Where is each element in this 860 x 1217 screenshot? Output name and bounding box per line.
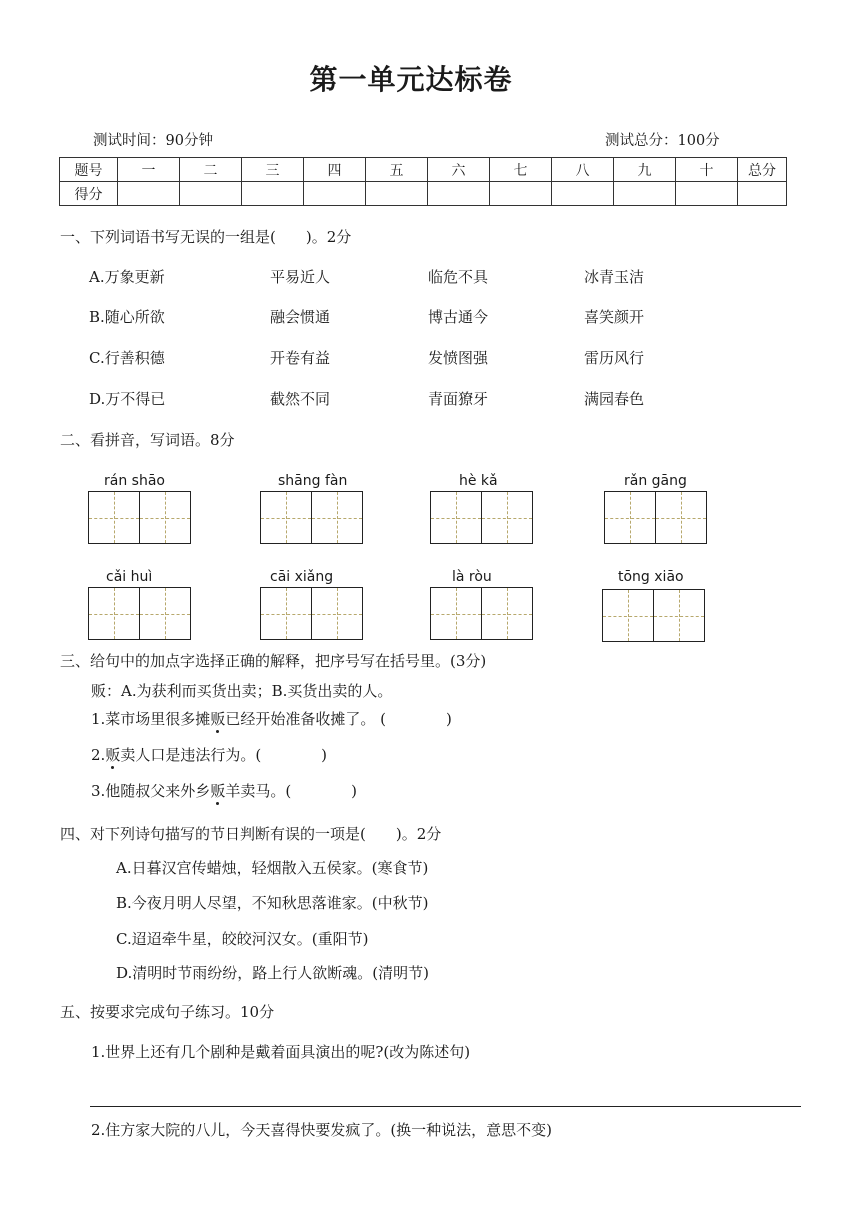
q1-option-c-word1: C.行善积德: [89, 349, 165, 367]
score-input-cell[interactable]: [614, 182, 676, 206]
q3-s2-dotted-char: 贩: [105, 746, 121, 764]
q1-stem: 一、下列词语书写无误的一组是( )。2分: [60, 228, 352, 246]
q2-writing-grid-5[interactable]: [88, 587, 191, 640]
q3-s3-dotted-char: 贩: [210, 782, 226, 800]
q2-pinyin-8: tōng xiāo: [618, 569, 684, 585]
score-header-cell: 五: [366, 158, 428, 182]
q1-option-a-word1: A.万象更新: [89, 268, 165, 286]
q2-writing-grid-4[interactable]: [604, 491, 707, 544]
score-header-cell: 总分: [738, 158, 787, 182]
q1-option-b-word1: B.随心所欲: [89, 308, 165, 326]
score-input-cell[interactable]: [366, 182, 428, 206]
q3-s3-text-before: 3.他随叔父来外乡: [91, 782, 211, 800]
q3-sentence-1: [91, 708, 452, 729]
q2-writing-grid-2[interactable]: [260, 491, 363, 544]
q3-stem: 三、给句中的加点字选择正确的解释，把序号写在括号里。(3分): [60, 652, 487, 670]
score-row-label: 得分: [60, 182, 118, 206]
q4-stem: 四、对下列诗句描写的节日判断有误的一项是( )。2分: [60, 825, 442, 843]
q2-pinyin-5: cǎi huì: [106, 569, 153, 585]
q2-writing-grid-1[interactable]: [88, 491, 191, 544]
q2-writing-grid-8[interactable]: [602, 589, 705, 642]
score-header-cell: 十: [676, 158, 738, 182]
score-input-cell[interactable]: [118, 182, 180, 206]
q5-item-2: 2.住方家大院的八儿，今天喜得快要发疯了。(换一种说法，意思不变): [91, 1121, 553, 1139]
q5-answer-line-1[interactable]: [90, 1106, 801, 1107]
score-input-cell[interactable]: [180, 182, 242, 206]
score-input-cell[interactable]: [304, 182, 366, 206]
q3-s3-text-after: 羊卖马。( ): [225, 782, 358, 800]
q4-option-a: A.日暮汉宫传蜡烛，轻烟散入五侯家。(寒食节): [116, 859, 429, 877]
q2-pinyin-4: rǎn gāng: [624, 473, 687, 489]
page-title: 第一单元达标卷: [309, 63, 513, 96]
q1-option-b-word4: 喜笑颜开: [584, 308, 645, 326]
q1-option-d-word2: 截然不同: [270, 390, 331, 408]
q2-pinyin-7: là ròu: [452, 569, 492, 585]
q5-item-1: 1.世界上还有几个剧种是戴着面具演出的呢?(改为陈述句): [91, 1043, 471, 1061]
q1-option-a-word3: 临危不具: [428, 268, 489, 286]
q2-stem: 二、看拼音，写词语。8分: [60, 431, 235, 449]
q1-option-c-word4: 雷历风行: [584, 349, 645, 367]
q1-option-c-word3: 发愤图强: [428, 349, 489, 367]
score-header-cell: 三: [242, 158, 304, 182]
q1-option-b-word3: 博古通今: [428, 308, 489, 326]
q1-option-d-word1: D.万不得已: [89, 390, 166, 408]
q4-option-c: C.迢迢牵牛星，皎皎河汉女。(重阳节): [116, 930, 369, 948]
test-total-score: 测试总分：100分: [605, 133, 720, 149]
q3-s1-dotted-char: 贩: [210, 710, 226, 728]
q3-definition: 贩：A.为获利而买货出卖；B.买货出卖的人。: [91, 682, 393, 700]
score-header-cell: 题号: [60, 158, 118, 182]
q2-writing-grid-6[interactable]: [260, 587, 363, 640]
q1-option-d-word3: 青面獠牙: [428, 390, 489, 408]
q1-option-d-word4: 满园春色: [584, 390, 645, 408]
q5-stem: 五、按要求完成句子练习。10分: [60, 1003, 275, 1021]
score-header-cell: 七: [490, 158, 552, 182]
score-table-header-row: [60, 158, 787, 182]
score-input-cell[interactable]: [490, 182, 552, 206]
q3-s1-text-before: 1.菜市场里很多摊: [91, 710, 211, 728]
q1-option-a-word2: 平易近人: [270, 268, 331, 286]
q3-s2-text-after: 卖人口是违法行为。( ): [120, 746, 328, 764]
score-input-cell[interactable]: [428, 182, 490, 206]
q3-s2-text-before: 2.: [91, 746, 106, 764]
score-header-cell: 二: [180, 158, 242, 182]
score-table-score-row: [60, 182, 787, 206]
score-table: [59, 157, 787, 206]
score-header-cell: 八: [552, 158, 614, 182]
q1-option-c-word2: 开卷有益: [270, 349, 331, 367]
q2-pinyin-6: cāi xiǎng: [270, 569, 334, 585]
score-header-cell: 六: [428, 158, 490, 182]
q2-pinyin-3: hè kǎ: [459, 473, 498, 489]
score-header-cell: 九: [614, 158, 676, 182]
q1-option-b-word2: 融会惯通: [270, 308, 331, 326]
q1-option-a-word4: 冰青玉洁: [584, 268, 645, 286]
q3-s1-text-after: 已经开始准备收摊了。 ( ): [225, 710, 452, 728]
score-input-cell[interactable]: [738, 182, 787, 206]
score-header-cell: 四: [304, 158, 366, 182]
score-input-cell[interactable]: [552, 182, 614, 206]
q3-sentence-2: [91, 744, 327, 765]
score-input-cell[interactable]: [242, 182, 304, 206]
q4-option-d: D.清明时节雨纷纷，路上行人欲断魂。(清明节): [116, 964, 429, 982]
q4-option-b: B.今夜月明人尽望，不知秋思落谁家。(中秋节): [116, 894, 429, 912]
test-time: 测试时间：90分钟: [93, 133, 213, 149]
q2-pinyin-1: rán shāo: [104, 473, 165, 489]
score-input-cell[interactable]: [676, 182, 738, 206]
q2-writing-grid-3[interactable]: [430, 491, 533, 544]
score-header-cell: 一: [118, 158, 180, 182]
q2-writing-grid-7[interactable]: [430, 587, 533, 640]
q2-pinyin-2: shāng fàn: [278, 473, 348, 489]
q3-sentence-3: [91, 780, 357, 801]
